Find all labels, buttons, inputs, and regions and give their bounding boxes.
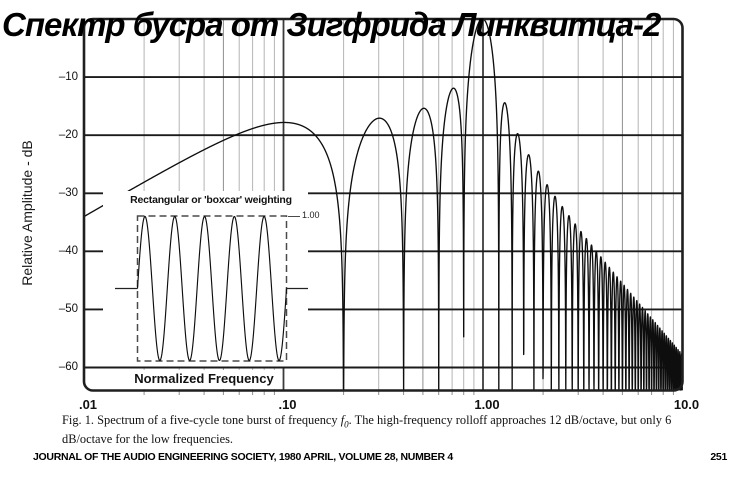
y-tick-label: –30 xyxy=(58,186,78,199)
caption-f0-symbol xyxy=(340,413,349,430)
caption-f: f xyxy=(340,413,345,427)
journal-line: JOURNAL OF THE AUDIO ENGINEERING SOCIETY, 1980 APRIL, VOLUME 28, NUMBER 4 xyxy=(33,451,453,463)
x-tick-label: 10.0 xyxy=(673,397,700,412)
figure-caption xyxy=(62,413,712,447)
y-tick-label: –60 xyxy=(58,361,78,373)
inset-amplitude-label: 1.00 xyxy=(302,210,320,220)
caption-text-2: . The high-frequency rolloff approaches 12 dB/octave, but only 6 dB/octave for the low frequencies. xyxy=(62,413,672,447)
y-tick-label: –10 xyxy=(58,70,78,83)
page-title: Спектр бусра от Зигфрида Линквитца-2 xyxy=(2,6,661,43)
y-axis-label: Relative Amplitude - dB xyxy=(19,140,35,286)
x-tick-label: .10 xyxy=(278,397,297,412)
caption-f-subscript: 0 xyxy=(344,419,349,430)
x-tick-label: 1.00 xyxy=(474,397,500,412)
caption-text-1: Fig. 1. Spectrum of a five-cycle tone burst of frequency xyxy=(62,413,341,427)
page-number: 251 xyxy=(710,451,727,463)
page-footer xyxy=(33,451,727,463)
x-axis-inside-label: Normalized Frequency xyxy=(134,371,274,386)
y-tick-label: –40 xyxy=(58,244,78,257)
inset-weighting-label: Rectangular or 'boxcar' weighting xyxy=(130,194,292,206)
y-tick-label: –20 xyxy=(58,128,78,141)
y-tick-label: –50 xyxy=(58,302,78,315)
x-tick-label: .01 xyxy=(78,397,98,412)
